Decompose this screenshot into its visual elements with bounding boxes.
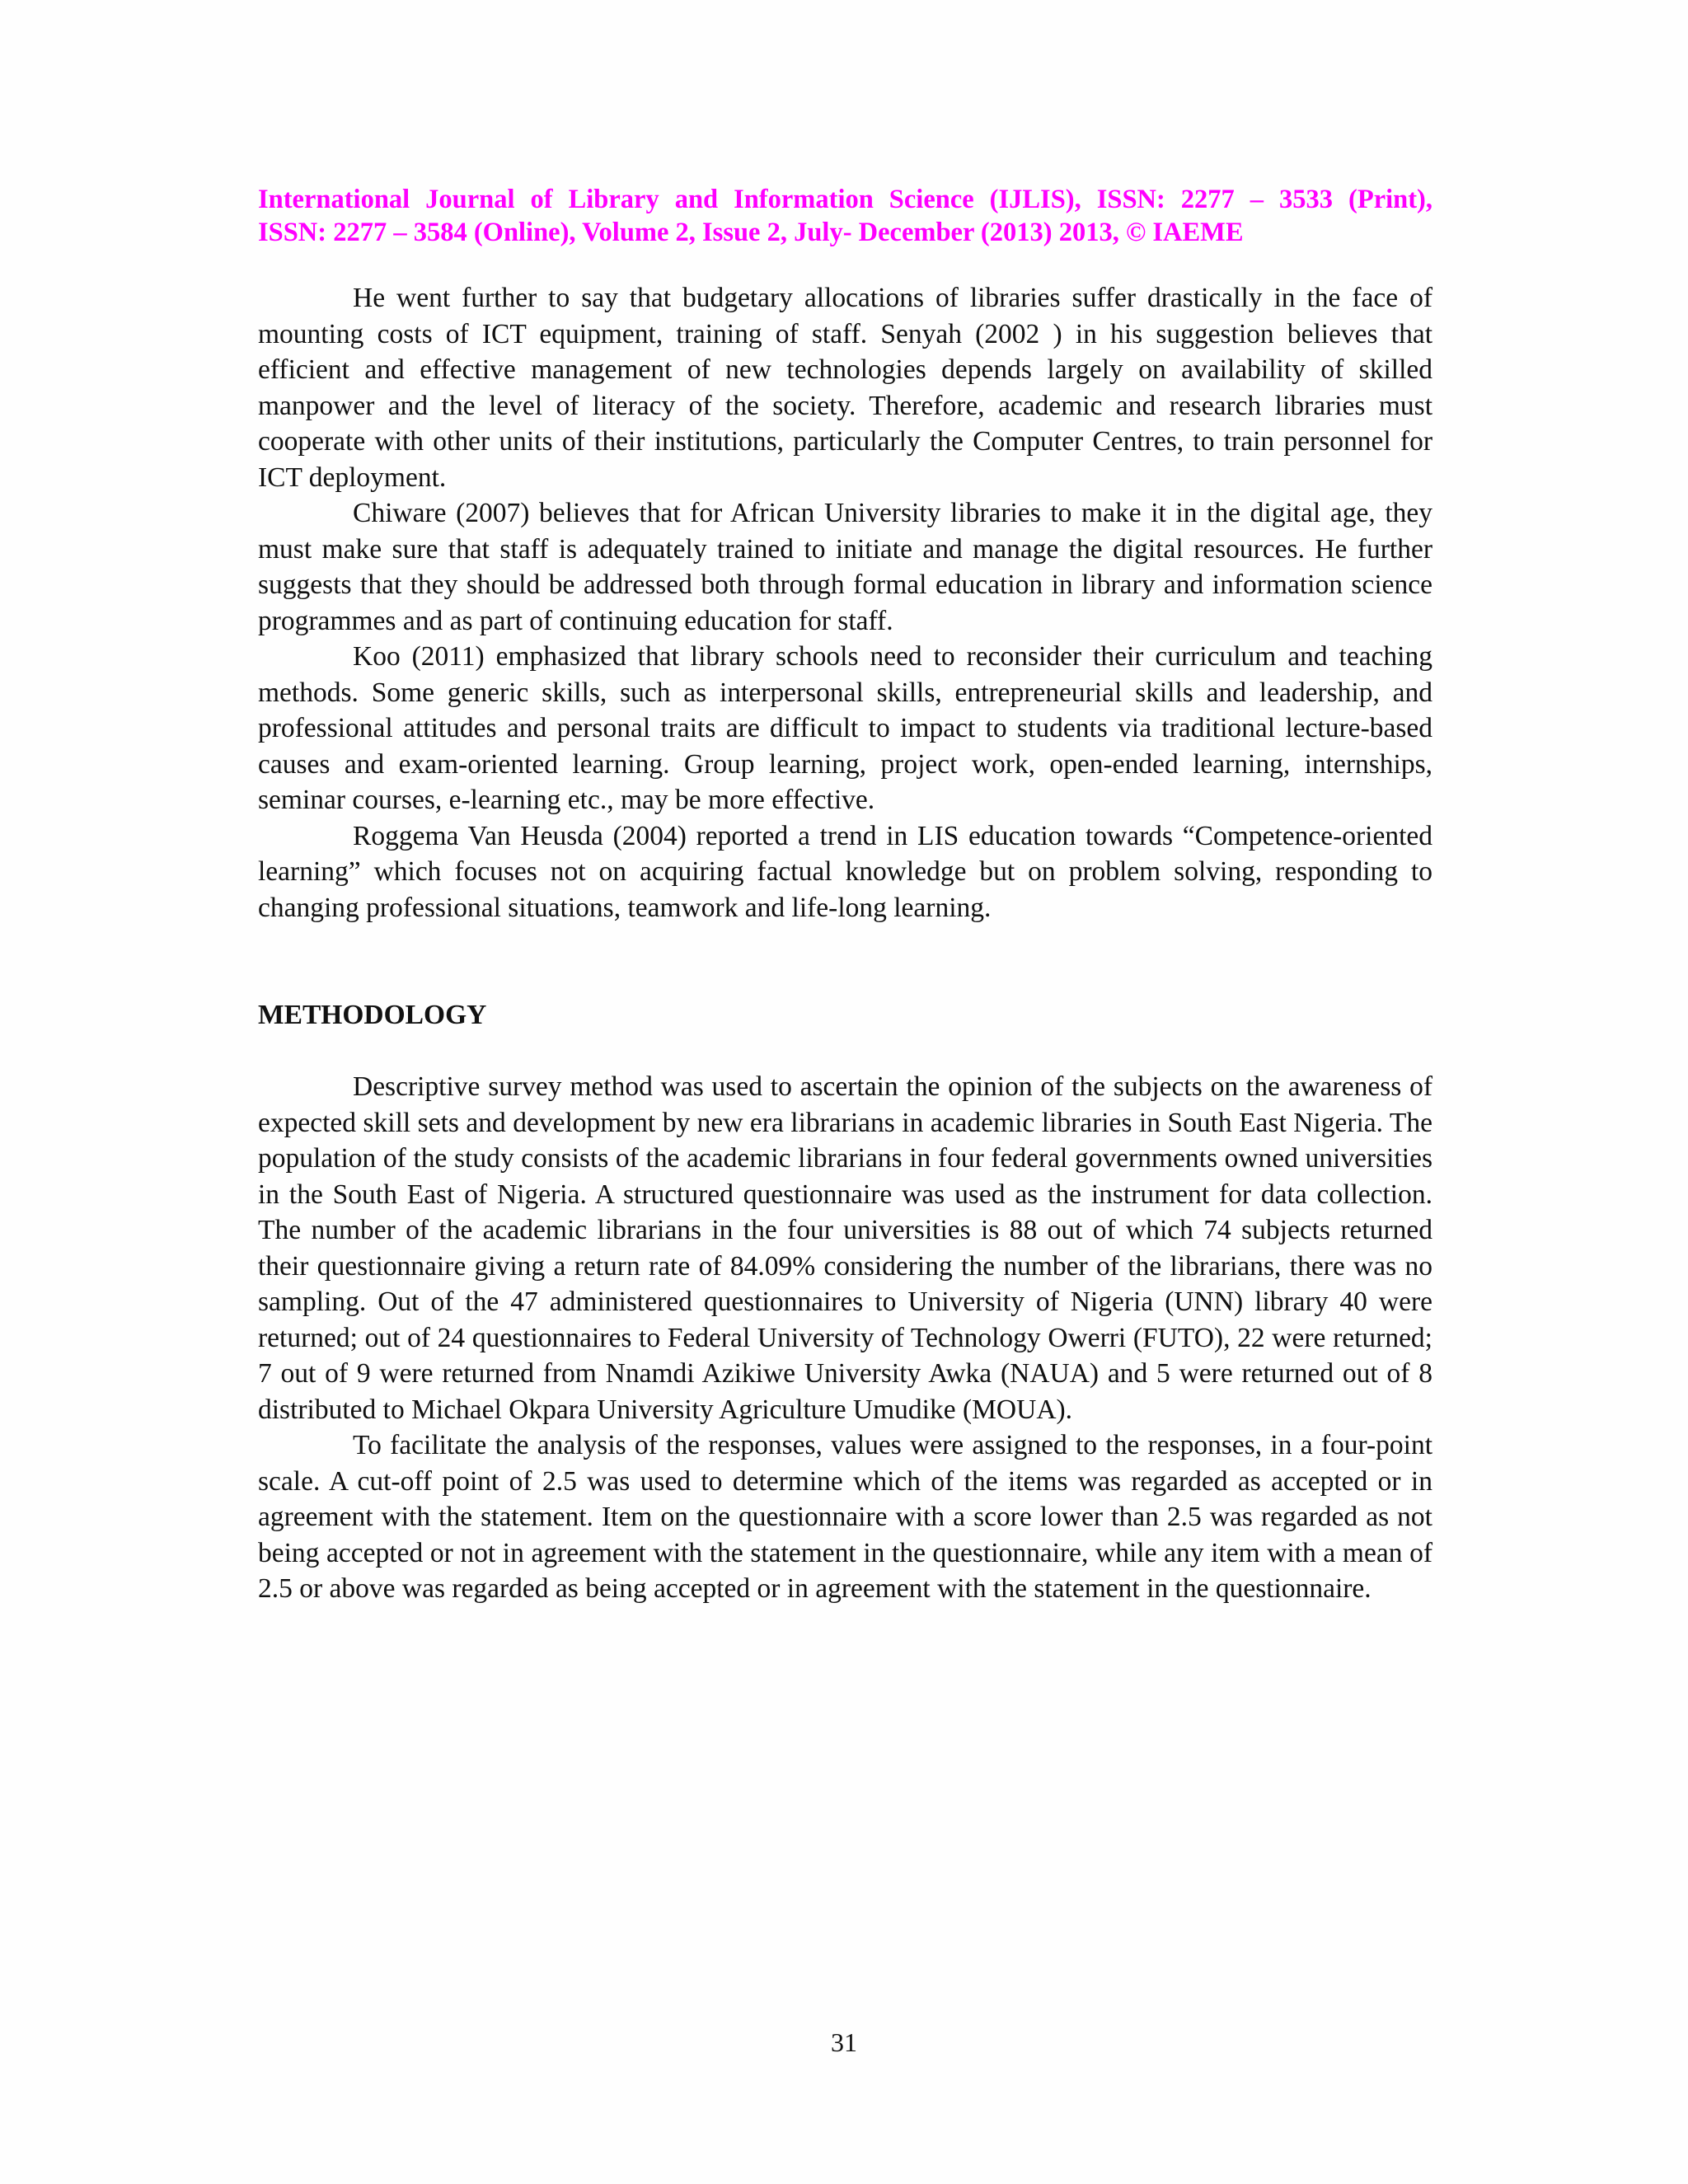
- paragraph-koo: Koo (2011) emphasized that library schools need to reconsider their curriculum and teaching methods. Some generic skills, such as interpersonal skills, entrepreneurial skills and leadership, and professional attitudes and personal traits are difficult to impact to students via traditional lecture-based causes and exam-oriented learning. Group learning, project work, open-ended learning, internships, seminar courses, e-learning etc., may be more effective.: [258, 641, 1432, 815]
- paragraph-descriptive-survey: Descriptive survey method was used to ascertain the opinion of the subjects on the awareness of expected skill sets and development by new era librarians in academic libraries in South East Nigeria. The population of the study consists of the academic librarians in four federal governments owned universities in the South East of Nigeria. A structured questionnaire was used as the instrument for data collection. The number of the academic librarians in the four universities is 88 out of which 74 subjects returned their questionnaire giving a return rate of 84.09% considering the number of the librarians, there was no sampling. Out of the 47 administered questionnaires to University of Nigeria (UNN) library 40 were returned; out of 24 questionnaires to Federal University of Technology Owerri (FUTO), 22 were returned; 7 out of 9 were returned from Nnamdi Azikiwe University Awka (NAUA) and 5 were returned out of 8 distributed to Michael Okpara University Agriculture Umudike (MOUA).: [258, 1071, 1432, 1425]
- paragraph-budgetary-allocations: He went further to say that budgetary allocations of libraries suffer drastically in the face of mounting costs of ICT equipment, training of staff. Senyah (2002 ) in his suggestion believes that efficient and effective management of new technologies depends largely on availability of skilled manpower and the level of literacy of the society. Therefore, academic and research libraries must cooperate with other units of their institutions, particularly the Computer Centres, to train personnel for ICT deployment.: [258, 283, 1432, 493]
- journal-header: [258, 183, 1432, 249]
- body-section-methodology: [258, 1069, 1432, 1607]
- journal-header-line-2: ISSN: 2277 – 3584 (Online), Volume 2, Issue 2, July- December (2013) 2013, © IAEME: [258, 218, 1244, 247]
- paragraph-chiware: Chiware (2007) believes that for African University libraries to make it in the digital age, they must make sure that staff is adequately trained to initiate and manage the digital resources. He further suggests that they should be addressed both through formal education in library and information science programmes and as part of continuing education for staff.: [258, 498, 1432, 636]
- paragraph-roggema: Roggema Van Heusda (2004) reported a trend in LIS education towards “Competence-oriented learning” which focuses not on acquiring factual knowledge but on problem solving, responding to changing professional situations, teamwork and life-long learning.: [258, 820, 1432, 923]
- paragraph-analysis-scale: To facilitate the analysis of the responses, values were assigned to the responses, in a four-point scale. A cut-off point of 2.5 was used to determine which of the items was regarded as accepted or in agreement with the statement. Item on the questionnaire with a score lower than 2.5 was regarded as not being accepted or not in agreement with the statement in the questionnaire, while any item with a mean of 2.5 or above was regarded as being accepted or in agreement with the statement in the questionnaire.: [258, 1430, 1432, 1604]
- body-section-before-methodology: [258, 280, 1432, 926]
- page-number: 31: [831, 2027, 857, 2057]
- journal-header-line-1: International Journal of Library and Information Science (IJLIS), ISSN: 2277 – 3533 (Print),: [258, 185, 1432, 214]
- section-heading-methodology: METHODOLOGY: [258, 1000, 487, 1030]
